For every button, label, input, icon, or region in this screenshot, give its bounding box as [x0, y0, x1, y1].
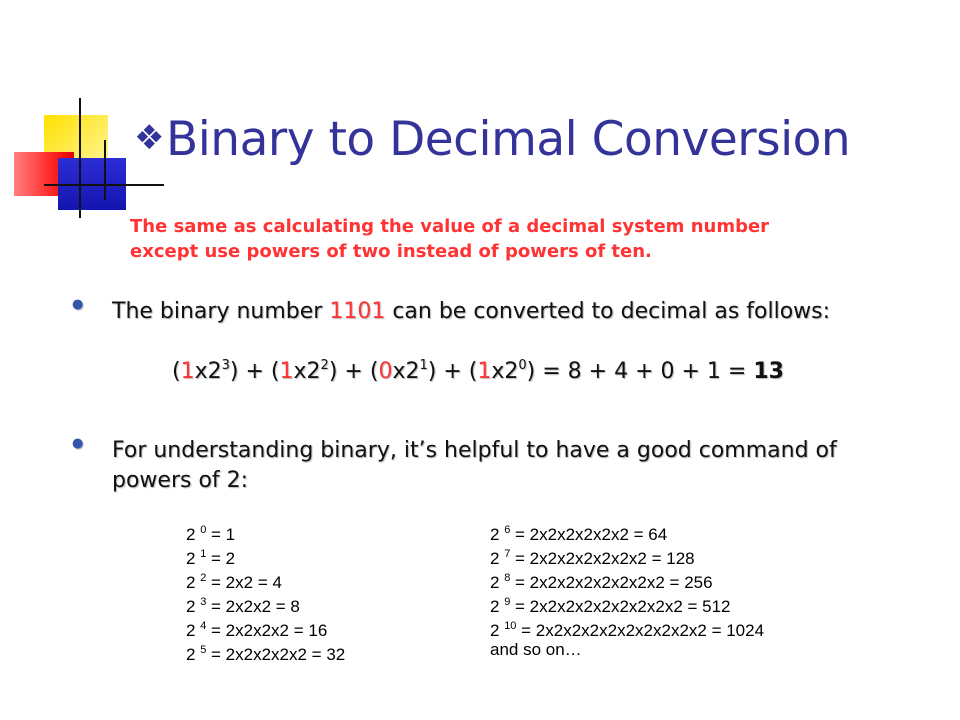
powers-tail: and so on… [490, 640, 582, 659]
power-row: 2 $^9$ = 2x2x2x2x2x2x2x2x2 = 512 [490, 596, 731, 616]
slide-title-text: Binary to Decimal Conversion [165, 112, 851, 167]
bullet-icon: ● [72, 436, 84, 451]
slide-title [134, 112, 850, 167]
exponent: 6 [504, 524, 511, 536]
binary-digit: 1 [279, 359, 294, 384]
decor-line [104, 140, 106, 200]
power-row: 2 $^6$ = 2x2x2x2x2x2 = 64 [490, 524, 668, 544]
diamond-bullet-icon: ❖ [134, 118, 164, 158]
power-row: 2 $^{10}$ = 2x2x2x2x2x2x2x2x2x2 = 1024 [490, 620, 765, 640]
binary-digit: 1 [477, 359, 492, 384]
exponent: 0 [200, 524, 207, 536]
power-row: 2 $^2$ = 2x2 = 4 [186, 572, 282, 592]
power-row: 2 $^8$ = 2x2x2x2x2x2x2x2 = 256 [490, 572, 713, 592]
bullet-text-line: For understanding binary, it’s helpful to have a good command of [112, 438, 837, 463]
power-row: 2 $^4$ = 2x2x2x2 = 16 [186, 620, 328, 640]
power-row: 2 $^5$ = 2x2x2x2x2 = 32 [186, 644, 346, 664]
bullet-icon: ● [72, 297, 84, 312]
exponent: 3 [221, 358, 230, 373]
exponent: 2 [200, 572, 207, 584]
conversion-equation: $(1x2^3) + (1x2^2) + (0x2^1) + (1x2^0) = 8 + 4 + 0 + 1 = 13$ [172, 358, 784, 384]
exponent: 4 [200, 620, 207, 632]
exponent: 9 [504, 596, 511, 608]
bullet-text [112, 297, 830, 327]
equation-term: $(0x2^1)$ [369, 358, 437, 384]
exponent: 2 [320, 358, 329, 373]
decor-line [79, 98, 81, 218]
equation-rhs: = 8 + 4 + 0 + 1 = [535, 359, 754, 384]
subtitle-line: The same as calculating the value of a decimal system number [130, 216, 770, 237]
exponent: 1 [200, 548, 207, 560]
exponent: 1 [419, 358, 428, 373]
powers-table-left [186, 518, 345, 662]
decor-line [44, 184, 164, 186]
power-row: 2 $^1$ = 2 [186, 548, 236, 568]
exponent: 0 [518, 358, 527, 373]
equation-term: $(1x2^0)$ [468, 358, 536, 384]
binary-digit: 1 [180, 359, 195, 384]
subtitle-line: except use powers of two instead of powers of ten. [130, 241, 652, 262]
exponent: 10 [504, 620, 517, 632]
binary-number: 1101 [329, 299, 386, 324]
exponent: 8 [504, 572, 511, 584]
equation-term: $(1x2^2)$ [270, 358, 338, 384]
exponent: 5 [200, 644, 207, 656]
exponent: 7 [504, 548, 511, 560]
equation-term: $(1x2^3)$ [172, 358, 239, 384]
slide-subtitle [130, 214, 890, 264]
powers-table-right [490, 518, 764, 662]
equation-result: 13 [753, 359, 784, 384]
bullet-text-part: The binary number [112, 299, 330, 324]
exponent: 3 [200, 596, 207, 608]
power-row: 2 $^7$ = 2x2x2x2x2x2x2 = 128 [490, 548, 695, 568]
power-row: 2 $^3$ = 2x2x2 = 8 [186, 596, 300, 616]
power-row: 2 $^0$ = 1 [186, 524, 236, 544]
bullet-text-part: can be converted to decimal as follows: [385, 299, 831, 324]
bullet-text-line: powers of 2: [112, 468, 249, 493]
binary-digit: 0 [378, 359, 393, 384]
